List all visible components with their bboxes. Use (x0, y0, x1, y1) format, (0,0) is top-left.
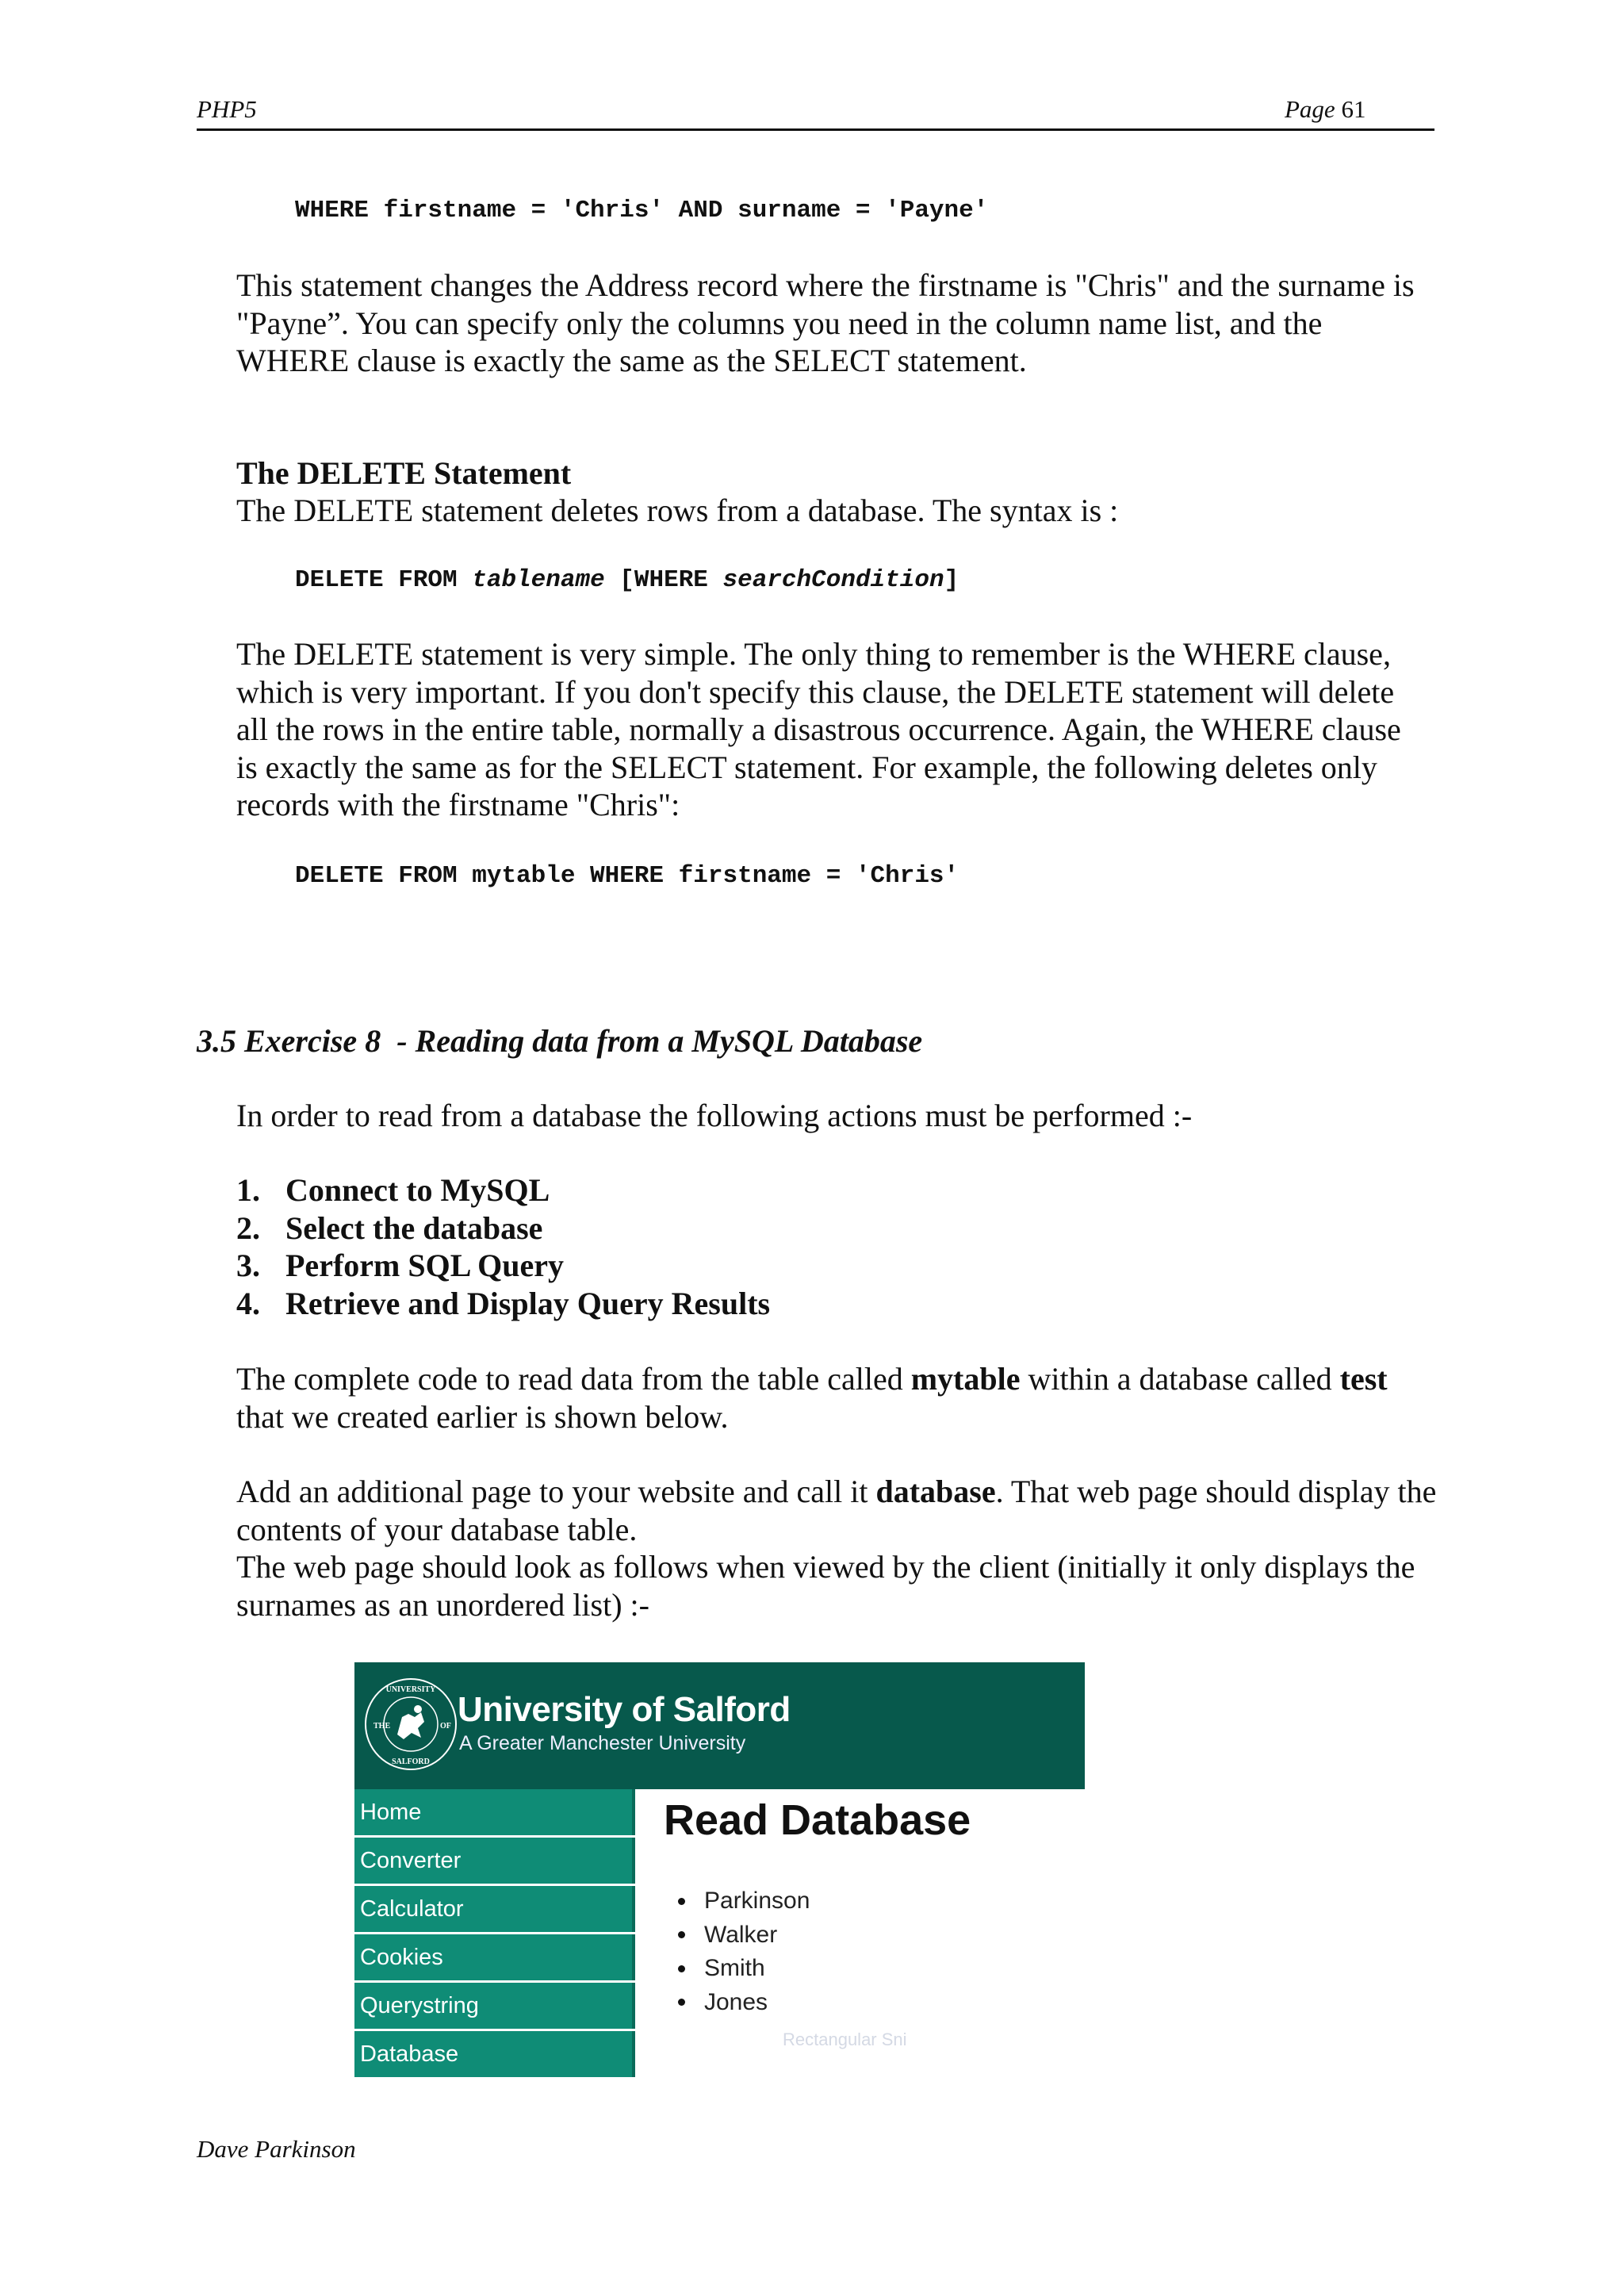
list-item: Walker (678, 1918, 810, 1953)
svg-text:THE: THE (373, 1722, 391, 1731)
svg-text:UNIVERSITY: UNIVERSITY (385, 1685, 436, 1694)
page-title: Read Database (664, 1796, 971, 1844)
list-item: Parkinson (678, 1884, 810, 1918)
page-number-value: 61 (1341, 95, 1366, 123)
page-content (635, 1789, 1085, 2079)
bullet-icon (678, 1898, 685, 1905)
delete-syntax (295, 566, 959, 594)
delete-statement-heading: The DELETE Statement (236, 455, 572, 491)
nav-item-database[interactable]: Database (354, 2031, 635, 2077)
running-header-title: PHP5 (197, 95, 257, 123)
paragraph-delete-explanation: The DELETE statement is very simple. The only thing to remember is the WHERE clause, which is very important. If you don't specify this clause, the DELETE statement will delete all the rows in the entire table, normally a disastrous occurrence. Again, the WHERE clause is exactly the same as for the SELECT statement. For example, the following deletes only records with the firstname "Chris": (236, 636, 1401, 822)
code-where-clause: WHERE firstname = 'Chris' AND surname = 'Payne' (295, 197, 989, 224)
page-label: Page (1285, 95, 1335, 123)
bullet-icon (678, 1931, 685, 1938)
page-number (1285, 95, 1365, 124)
page-name-bold: database (875, 1474, 996, 1509)
svg-text:OF: OF (440, 1722, 451, 1731)
paragraph-actions-intro: In order to read from a database the following actions must be performed :- (236, 1098, 1193, 1133)
section-heading: 3.5 Exercise 8 - Reading data from a MySQL Database (197, 1023, 923, 1059)
paragraph-add-page: Add an additional page to your website and call it database. That web page should display the contents of your database table. The web page should look as follows when viewed by the client (initially it only displays the surnames as an unordered list) :- (236, 1474, 1437, 1623)
nav-item-cookies[interactable]: Cookies (354, 1934, 635, 1980)
university-banner (354, 1662, 1085, 1789)
nav-item-converter[interactable]: Converter (354, 1838, 635, 1884)
university-tagline: A Greater Manchester University (459, 1732, 746, 1754)
paragraph-update-explanation: This statement changes the Address record where the firstname is "Chris" and the surname is "Payne”. You can specify only the columns you need in the column name list, and the WHERE clause is exactly the same as the SELECT statement. (236, 267, 1415, 378)
footer-author: Dave Parkinson (197, 2135, 356, 2163)
nav-item-calculator[interactable]: Calculator (354, 1886, 635, 1932)
ghost-overlay-text: Rectangular Sni (783, 2030, 907, 2049)
syntax-tablename: tablename (472, 566, 605, 594)
syntax-keyword: [WHERE (604, 566, 723, 594)
paragraph-complete-code: The complete code to read data from the table called mytable within a database called test that we created earlier is shown below. (236, 1361, 1388, 1435)
bullet-icon (678, 1999, 685, 2006)
syntax-search-condition: searchCondition (722, 566, 944, 594)
bullet-icon (678, 1965, 685, 1972)
website-screenshot (354, 1662, 1085, 2079)
list-item: Jones (678, 1986, 810, 2020)
database-name-bold: test (1339, 1361, 1388, 1397)
list-item: Smith (678, 1952, 810, 1986)
list-item: 1. Connect to MySQL (236, 1172, 550, 1208)
nav-item-querystring[interactable]: Querystring (354, 1983, 635, 2029)
header-rule (197, 128, 1434, 131)
syntax-keyword: DELETE FROM (295, 566, 473, 594)
steps-list (236, 1171, 770, 1322)
list-item: 3. Perform SQL Query (236, 1248, 565, 1283)
nav-item-home[interactable]: Home (354, 1789, 635, 1835)
svg-text:SALFORD: SALFORD (392, 1757, 430, 1766)
site-nav (354, 1789, 635, 2079)
university-seal-icon (362, 1676, 459, 1773)
syntax-keyword: ] (944, 566, 959, 594)
delete-intro: The DELETE statement deletes rows from a database. The syntax is : (236, 493, 1119, 528)
surname-list (678, 1884, 810, 2019)
university-name: University of Salford (458, 1690, 791, 1729)
code-delete-example: DELETE FROM mytable WHERE firstname = 'Chris' (295, 862, 959, 890)
list-item: 4. Retrieve and Display Query Results (236, 1285, 771, 1321)
list-item: 2. Select the database (236, 1209, 543, 1246)
table-name-bold: mytable (910, 1361, 1021, 1397)
